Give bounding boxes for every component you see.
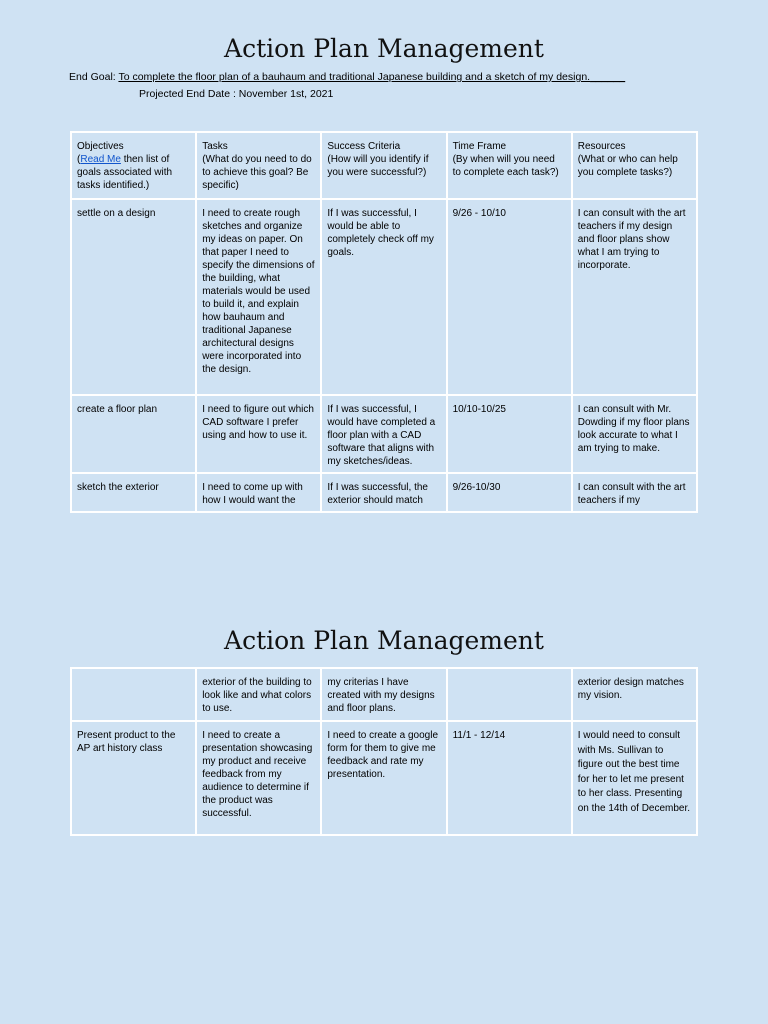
cell-timeframe: 9/26-10/30 xyxy=(447,473,572,512)
cell-resources: I would need to consult with Ms. Sullivan to figure out the best time for her to let me present to her class. Presenting on the 14th of December. xyxy=(572,721,697,835)
projected-end-date: Projected End Date : November 1st, 2021 xyxy=(139,88,334,100)
page-title-continued: Action Plan Management xyxy=(224,626,544,655)
cell-task: I need to create rough sketches and organize my ideas on paper. On that paper I need to specify the dimensions of the building, what materials would be used to build it, and explain how bauhaum and traditional Japanese architectural designs were incorporated into the design. xyxy=(196,199,321,395)
header-time-frame: Time Frame (By when will you need to complete each task?) xyxy=(447,132,572,199)
cell-timeframe: 9/26 - 10/10 xyxy=(447,199,572,395)
cell-success: I need to create a google form for them to give me feedback and rate my presentation. xyxy=(321,721,446,835)
table-row xyxy=(71,473,697,512)
page-title: Action Plan Management xyxy=(224,34,544,63)
cell-success: If I was successful, I would have completed a floor plan with a CAD software that aligns with my sketches/ideas. xyxy=(321,395,446,473)
table-row xyxy=(71,721,697,835)
table-header-row xyxy=(71,132,697,199)
action-plan-table xyxy=(70,131,698,513)
end-goal-blank: ______ xyxy=(590,71,626,83)
cell-objective: settle on a design xyxy=(71,199,196,395)
cell-objective: create a floor plan xyxy=(71,395,196,473)
header-resources: Resources (What or who can help you complete tasks?) xyxy=(572,132,697,199)
table-row xyxy=(71,668,697,721)
cell-objective: Present product to the AP art history class xyxy=(71,721,196,835)
cell-objective xyxy=(71,668,196,721)
header-objectives: Objectives (Read Me then list of goals associated with tasks identified.) xyxy=(71,132,196,199)
header-success-criteria: Success Criteria (How will you identify if you were successful?) xyxy=(321,132,446,199)
cell-timeframe: 11/1 - 12/14 xyxy=(447,721,572,835)
end-goal-label: End Goal: xyxy=(69,71,116,83)
cell-resources: I can consult with the art teachers if my xyxy=(572,473,697,512)
cell-success: If I was successful, I would be able to completely check off my goals. xyxy=(321,199,446,395)
end-goal-line xyxy=(69,71,625,83)
read-me-link[interactable]: Read Me xyxy=(80,154,121,165)
cell-task: exterior of the building to look like and what colors to use. xyxy=(196,668,321,721)
table-row xyxy=(71,395,697,473)
cell-task: I need to figure out which CAD software I prefer using and how to use it. xyxy=(196,395,321,473)
cell-task: I need to create a presentation showcasing my product and receive feedback from my audience to determine if the product was successful. xyxy=(196,721,321,835)
cell-success: my criterias I have created with my designs and floor plans. xyxy=(321,668,446,721)
cell-resources: I can consult with the art teachers if my design and floor plans show what I am trying to incorporate. xyxy=(572,199,697,395)
cell-resources: I can consult with Mr. Dowding if my floor plans look accurate to what I am trying to make. xyxy=(572,395,697,473)
cell-task: I need to come up with how I would want the xyxy=(196,473,321,512)
table-row xyxy=(71,199,697,395)
cell-timeframe xyxy=(447,668,572,721)
action-plan-table-continued xyxy=(70,667,698,836)
end-goal-text: To complete the floor plan of a bauhaum and traditional Japanese building and a sketch of my design. xyxy=(118,71,591,83)
cell-success: If I was successful, the exterior should match xyxy=(321,473,446,512)
cell-resources: exterior design matches my vision. xyxy=(572,668,697,721)
cell-objective: sketch the exterior xyxy=(71,473,196,512)
header-tasks: Tasks (What do you need to do to achieve this goal? Be specific) xyxy=(196,132,321,199)
cell-timeframe: 10/10-10/25 xyxy=(447,395,572,473)
